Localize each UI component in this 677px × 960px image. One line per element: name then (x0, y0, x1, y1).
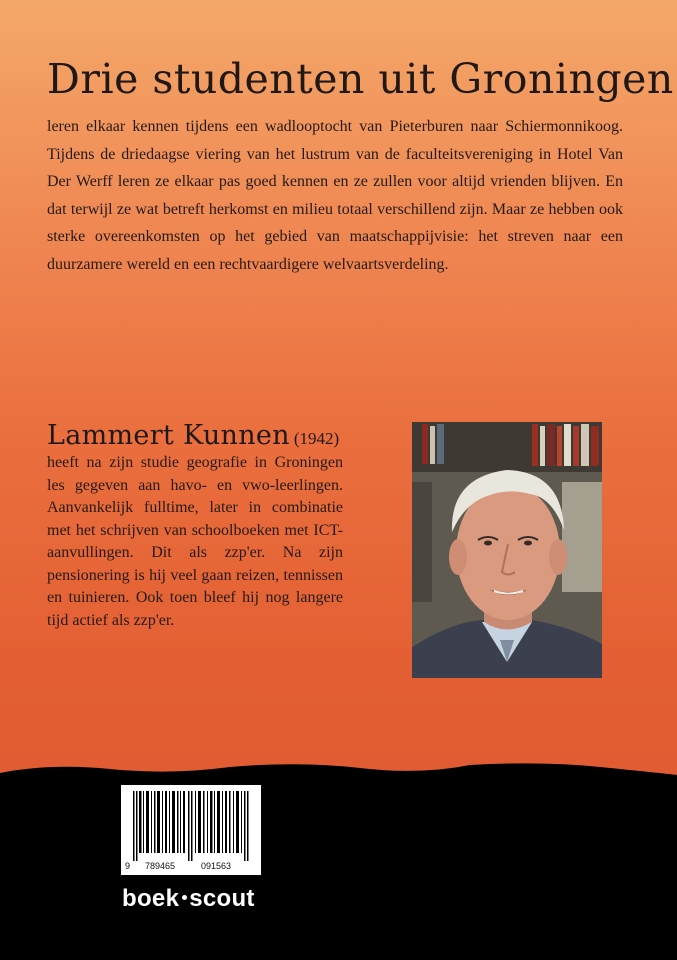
barcode-digit-prefix: 9 (125, 861, 131, 871)
author-name: Lammert Kunnen (47, 420, 290, 451)
publisher-logo-right: scout (189, 885, 255, 912)
publisher-logo-left: boek (122, 885, 180, 912)
book-blurb: leren elkaar kennen tijdens een wadlooptocht van Pieterburen naar Schiermonnikoog. Tijdens de driedaagse viering van het lustrum van de faculteitsvereniging in Hotel Van Der Werff leren ze elkaar pas goed kennen en ze zullen voor altijd vrienden blijven. En dat terwijl ze wat betreft herkomst en milieu totaal verschillend zijn. Maar ze hebben ook sterke overeenkomsten op het gebied van maatschappijvisie: het streven naar een duurzamere wereld en een rechtvaardigere welvaartsverdeling. (47, 118, 623, 273)
author-bio: heeft na zijn studie geografie in Groningen les gegeven aan havo- en vwo-leerlingen. Aanvankelijk fulltime, later in combinatie met het schrijven van schoolboeken met ICT-aanvullingen. Dit als zzp'er. Na zijn pensionering is hij veel gaan reizen, tennissen en tuinieren. Ook toen bleef hij nog langere tijd actief als zzp'er. (47, 454, 343, 629)
barcode-digits-right: 091563 (201, 861, 232, 871)
author-birth-year: (1942) (293, 429, 340, 448)
book-title: Drie studenten uit Groningen (47, 55, 674, 103)
isbn-barcode (121, 785, 261, 875)
author-photo (412, 422, 602, 678)
barcode-bars (121, 785, 261, 861)
publisher-logo-dot (182, 895, 187, 900)
author-heading (47, 420, 339, 451)
publisher-logo (122, 885, 255, 913)
barcode-digits-left: 789465 (145, 861, 176, 871)
black-band (0, 755, 677, 960)
